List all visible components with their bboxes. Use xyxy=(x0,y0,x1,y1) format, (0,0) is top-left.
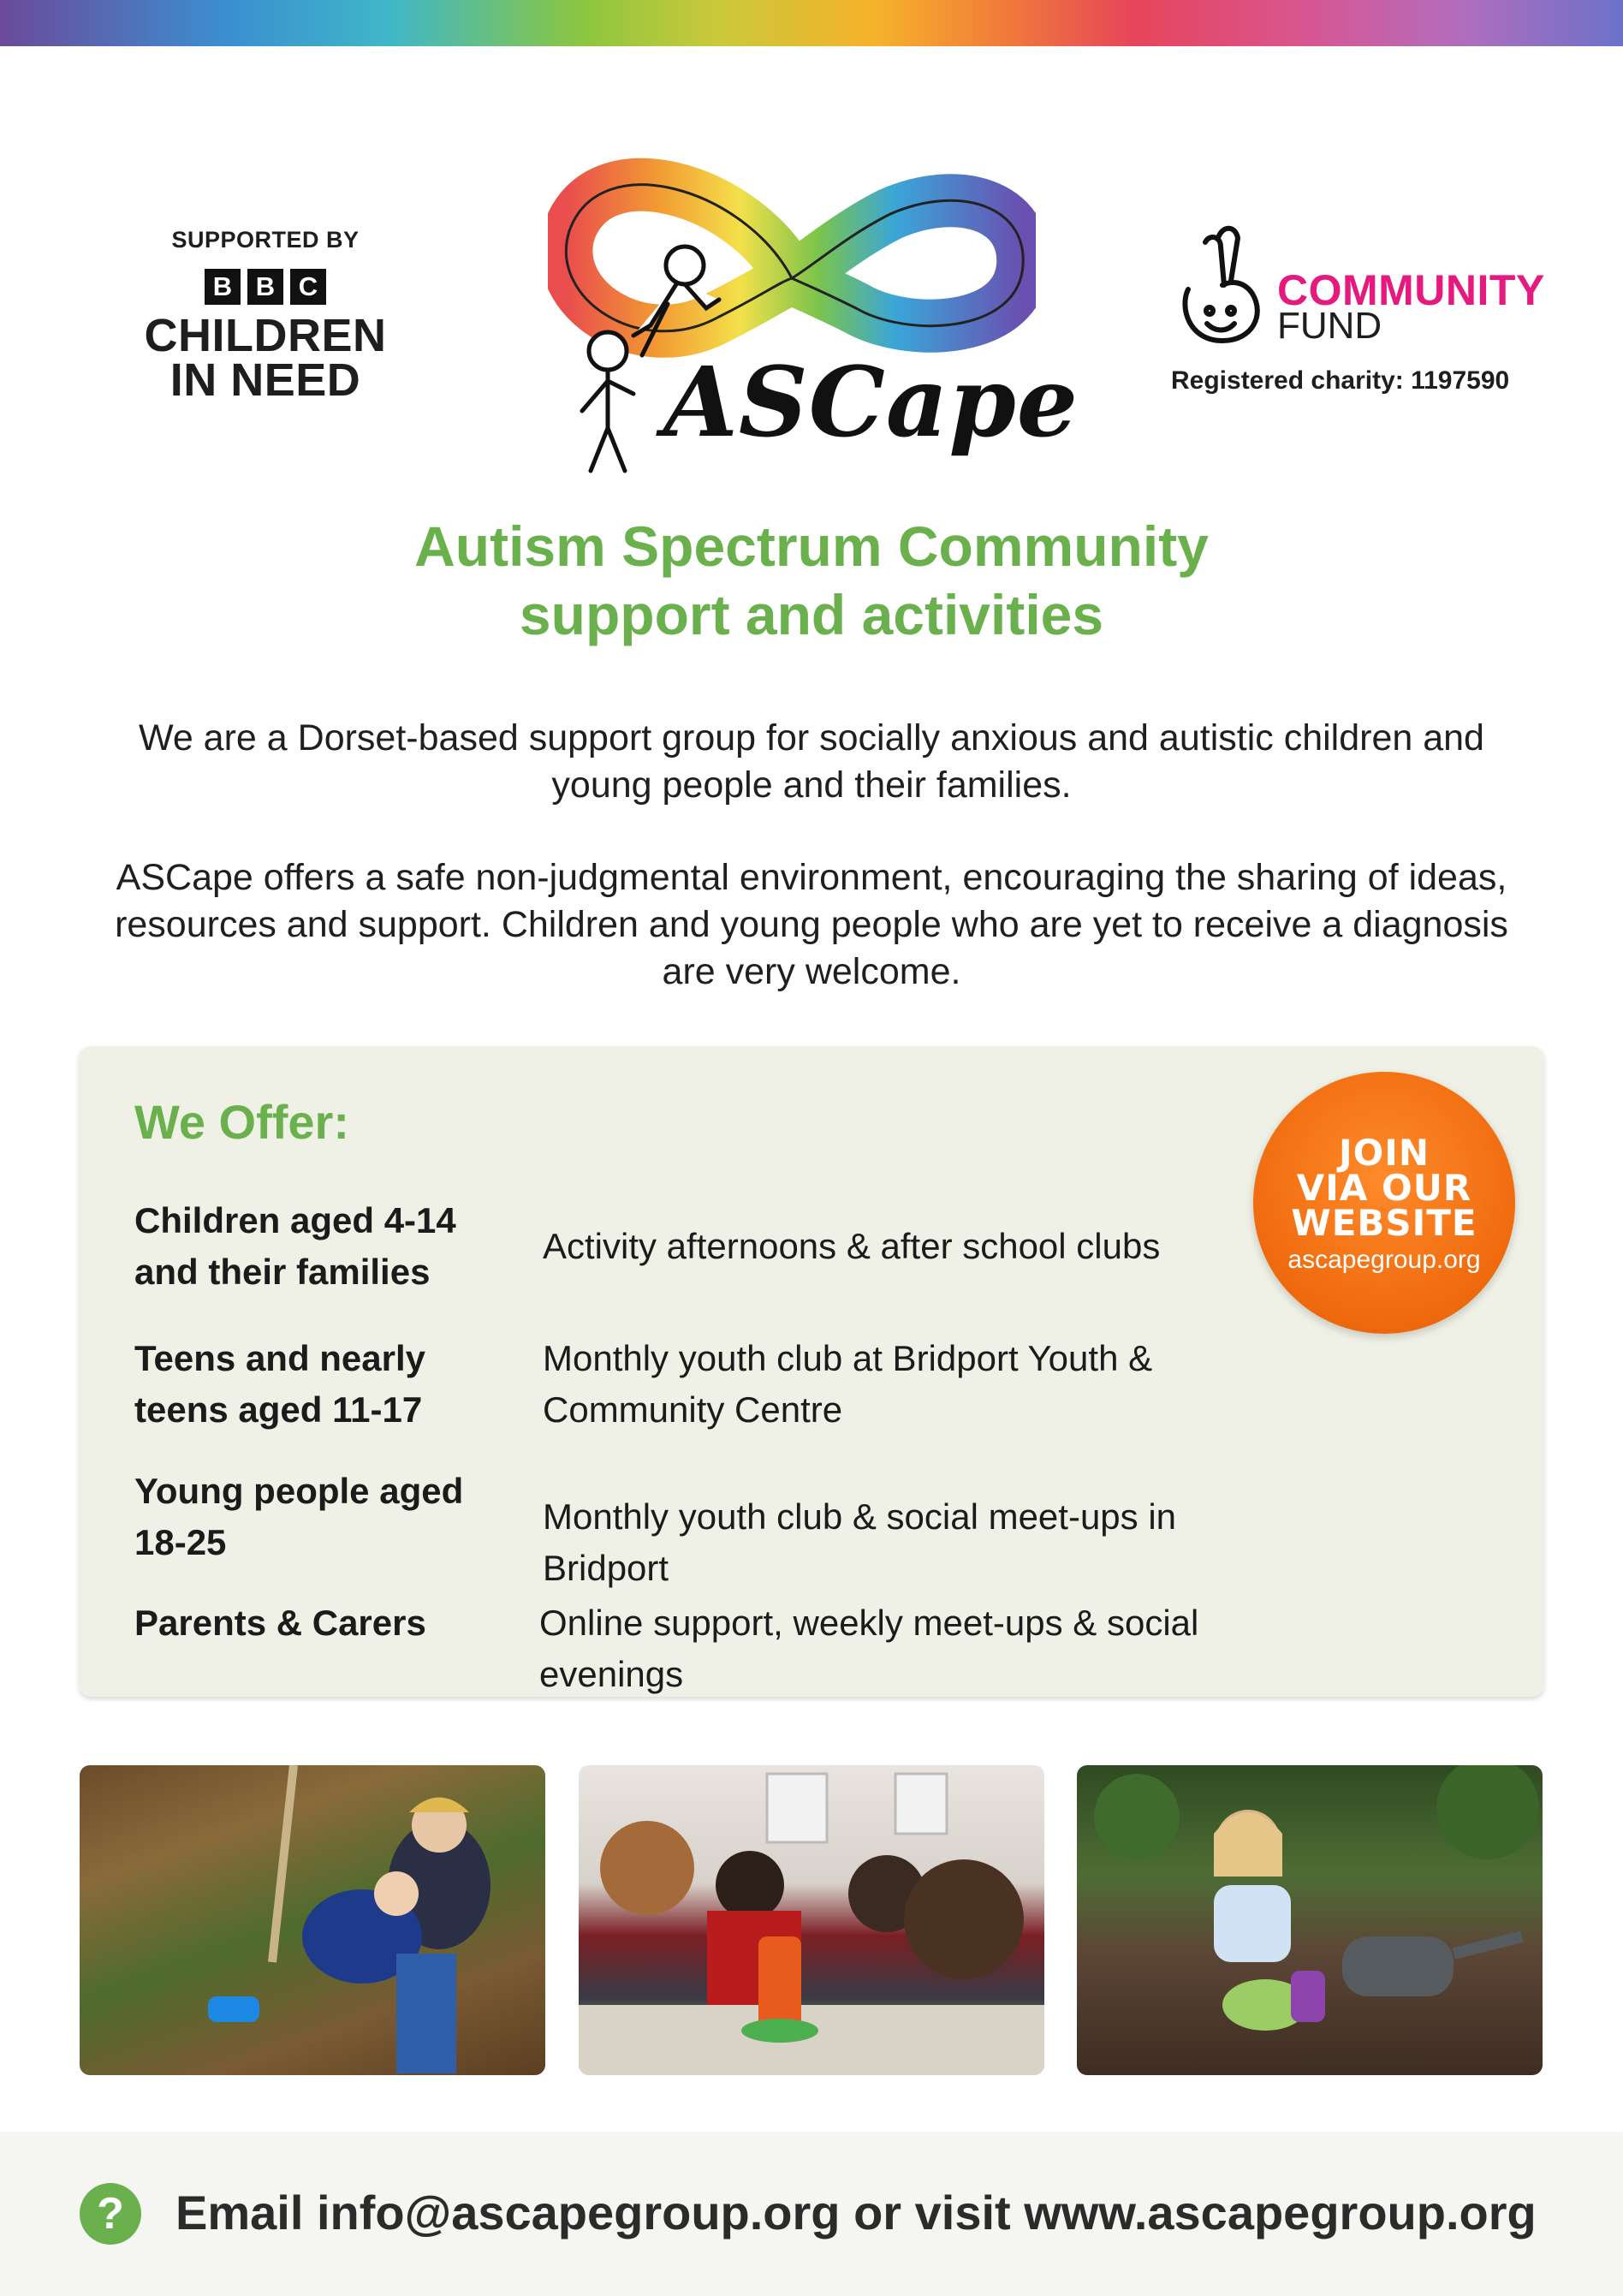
children-in-need-line2: IN NEED xyxy=(169,354,361,406)
photo-gardening xyxy=(1077,1765,1543,2075)
bbc-letter: C xyxy=(290,269,326,305)
offer-audience: Parents & Carers xyxy=(134,1603,426,1643)
ascape-wordmark: ASCape xyxy=(663,347,1079,459)
bbc-letters xyxy=(141,269,389,305)
community-fund-logo xyxy=(1164,221,1558,409)
registered-charity-number: Registered charity: 1197590 xyxy=(1171,366,1510,395)
join-line3: WEBSITE xyxy=(1291,1202,1477,1244)
community-fund-line1: COMMUNITY xyxy=(1277,266,1545,314)
supported-by-label: SUPPORTED BY xyxy=(171,227,360,253)
page-title xyxy=(0,512,1623,649)
bbc-letter: B xyxy=(205,269,241,305)
offer-activity: Monthly youth club & social meet-ups in Bridport xyxy=(543,1496,1177,1588)
children-in-need-line1: CHILDREN xyxy=(144,310,387,361)
offer-audience: Young people aged 18-25 xyxy=(134,1471,464,1562)
title-line2: support and activities xyxy=(519,583,1104,646)
rainbow-top-bar xyxy=(0,0,1623,46)
crossed-fingers-icon xyxy=(1171,221,1274,349)
title-line1: Autism Spectrum Community xyxy=(414,515,1209,578)
intro-paragraph-1: We are a Dorset-based support group for socially anxious and autistic children and young people and their families. xyxy=(139,717,1484,806)
join-website-badge[interactable] xyxy=(1253,1072,1515,1334)
offer-activity: Monthly youth club at Bridport Youth & Community Centre xyxy=(543,1338,1153,1430)
community-fund-line2: FUND xyxy=(1277,305,1382,347)
bbc-children-in-need-logo xyxy=(141,227,389,406)
offer-audience: Children aged 4-14 and their families xyxy=(134,1200,456,1292)
intro-paragraph-2: ASCape offers a safe non-judgmental environment, encouraging the sharing of ideas, resources and support. Children and young people who are yet to receive a diagnosis are very welcome. xyxy=(115,857,1508,992)
photo-group-game xyxy=(579,1765,1044,2075)
bbc-letter: B xyxy=(247,269,283,305)
join-line1: JOIN xyxy=(1338,1132,1430,1174)
photo-rope-swing xyxy=(80,1765,545,2075)
join-url[interactable]: ascapegroup.org xyxy=(1287,1246,1481,1274)
offer-activity: Activity afternoons & after school clubs xyxy=(543,1226,1161,1266)
offer-activity: Online support, weekly meet-ups & social evenings xyxy=(539,1603,1199,1694)
question-icon: ? xyxy=(80,2183,141,2245)
offer-audience: Teens and nearly teens aged 11-17 xyxy=(134,1338,426,1430)
contact-line[interactable]: Email info@ascapegroup.org or visit www.ascapegroup.org xyxy=(175,2186,1537,2239)
offer-heading: We Offer: xyxy=(134,1095,349,1149)
join-line2: VIA OUR xyxy=(1296,1167,1472,1209)
